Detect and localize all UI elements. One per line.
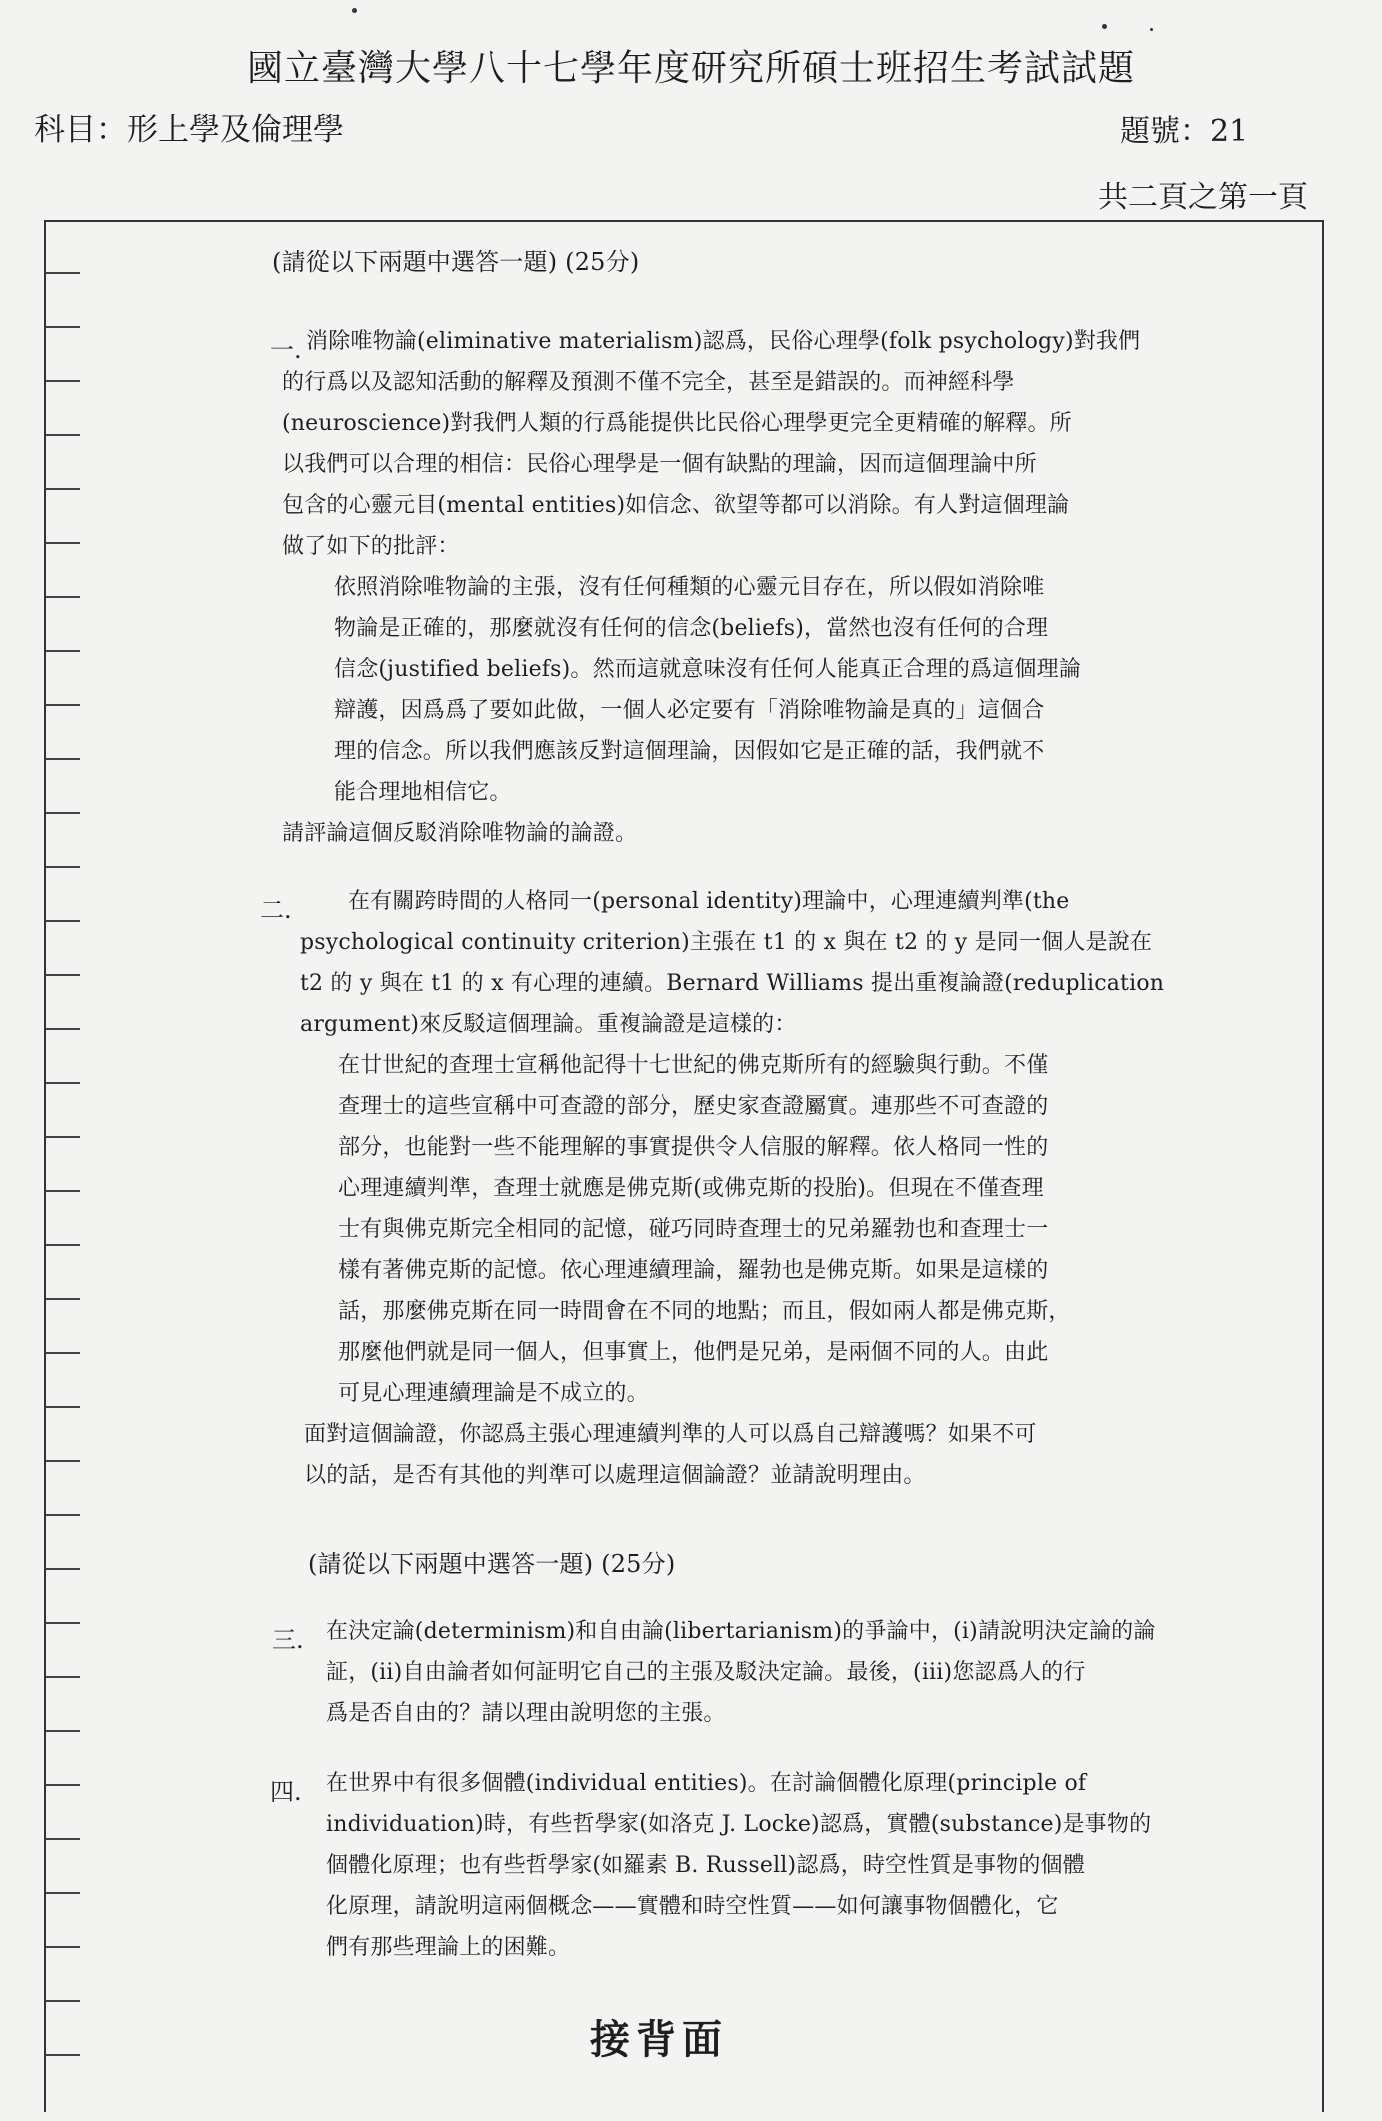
q3-number: 三. bbox=[272, 1626, 304, 1654]
q2-quote-line: 心理連續判準，查理士就應是佛克斯(或佛克斯的投胎)。但現在不僅查理 bbox=[338, 1176, 1044, 1201]
q2-prompt-line: 面對這個論證，你認爲主張心理連續判準的人可以爲自己辯護嗎？如果不可 bbox=[304, 1422, 1037, 1447]
margin-tick bbox=[46, 1136, 80, 1138]
continue-overleaf: 接背面 bbox=[590, 2016, 728, 2063]
margin-tick bbox=[46, 1460, 80, 1462]
margin-tick bbox=[46, 272, 80, 274]
q3-line: 在決定論(determinism)和自由論(libertarianism)的爭論中，(i)請說明決定論的論 bbox=[326, 1619, 1156, 1644]
q1-quote-line: 信念(justified beliefs)。然而這就意味沒有任何人能真正合理的爲這個理論 bbox=[334, 657, 1082, 682]
q2-quote-line: 樣有著佛克斯的記憶。依心理連續理論，羅勃也是佛克斯。如果是這樣的 bbox=[338, 1258, 1049, 1283]
q2-quote-line: 可見心理連續理論是不成立的。 bbox=[338, 1381, 649, 1406]
q4-line: individuation)時，有些哲學家(如洛克 J. Locke)認爲，實體(substance)是事物的 bbox=[326, 1812, 1152, 1837]
q4-number: 四. bbox=[270, 1778, 302, 1806]
margin-tick bbox=[46, 1352, 80, 1354]
page-indicator: 共二頁之第一頁 bbox=[1098, 180, 1308, 215]
margin-tick bbox=[46, 488, 80, 490]
q2-quote-line: 士有與佛克斯完全相同的記憶，碰巧同時查理士的兄弟羅勃也和查理士一 bbox=[338, 1217, 1049, 1242]
margin-tick bbox=[46, 974, 80, 976]
margin-tick bbox=[46, 1028, 80, 1030]
margin-tick bbox=[46, 2054, 80, 2056]
q1-line: 做了如下的批評： bbox=[282, 534, 460, 559]
margin-tick bbox=[46, 1082, 80, 1084]
q1-prompt: 請評論這個反駁消除唯物論的論證。 bbox=[282, 821, 638, 846]
q2-quote-line: 話，那麼佛克斯在同一時間會在不同的地點；而且，假如兩人都是佛克斯， bbox=[338, 1299, 1071, 1324]
margin-tick bbox=[46, 2000, 80, 2002]
q1-line: 消除唯物論(eliminative materialism)認爲，民俗心理學(folk psychology)對我們 bbox=[306, 329, 1141, 354]
q2-quote-line: 在廿世紀的查理士宣稱他記得十七世紀的佛克斯所有的經驗與行動。不僅 bbox=[338, 1053, 1049, 1078]
q2-line: psychological continuity criterion)主張在 t1 的 x 與在 t2 的 y 是同一個人是說在 bbox=[300, 930, 1153, 955]
q2-line: t2 的 y 與在 t1 的 x 有心理的連續。Bernard Williams 提出重複論證(reduplication bbox=[300, 971, 1165, 996]
q3-line: 証，(ii)自由論者如何証明它自己的主張及駁決定論。最後，(iii)您認爲人的行 bbox=[326, 1660, 1086, 1685]
margin-tick bbox=[46, 434, 80, 436]
q1-line: 以我們可以合理的相信：民俗心理學是一個有缺點的理論，因而這個理論中所 bbox=[282, 452, 1037, 477]
q2-prompt-line: 以的話，是否有其他的判準可以處理這個論證？並請說明理由。 bbox=[304, 1463, 926, 1488]
q1-quote-line: 辯護，因爲爲了要如此做，一個人必定要有「消除唯物論是真的」這個合 bbox=[334, 698, 1045, 723]
exam-title: 國立臺灣大學八十七學年度研究所碩士班招生考試試題 bbox=[246, 48, 1135, 89]
q2-quote-line: 部分，也能對一些不能理解的事實提供令人信服的解釋。依人格同一性的 bbox=[338, 1135, 1049, 1160]
q1-line: 的行爲以及認知活動的解釋及預測不僅不完全，甚至是錯誤的。而神經科學 bbox=[282, 370, 1015, 395]
margin-tick bbox=[46, 596, 80, 598]
margin-tick bbox=[46, 1730, 80, 1732]
section2-instruction: (請從以下兩題中選答一題) (25分) bbox=[308, 1550, 676, 1578]
margin-tick bbox=[46, 758, 80, 760]
q4-line: 們有那些理論上的困難。 bbox=[326, 1935, 571, 1960]
q4-line: 個體化原理；也有些哲學家(如羅素 B. Russell)認爲，時空性質是事物的個體 bbox=[326, 1853, 1085, 1878]
scan-speck bbox=[352, 8, 357, 13]
q1-line: 包含的心靈元目(mental entities)如信念、欲望等都可以消除。有人對這個理論 bbox=[282, 493, 1070, 518]
section1-instruction: (請從以下兩題中選答一題) (25分) bbox=[272, 248, 640, 276]
q1-quote-line: 物論是正確的，那麼就沒有任何的信念(beliefs)，當然也沒有任何的合理 bbox=[334, 616, 1049, 641]
margin-tick bbox=[46, 920, 80, 922]
q4-line: 化原理，請說明這兩個概念——實體和時空性質——如何讓事物個體化，它 bbox=[326, 1894, 1059, 1919]
margin-tick bbox=[46, 650, 80, 652]
q2-line: 在有關跨時間的人格同一(personal identity)理論中，心理連續判準(the bbox=[348, 889, 1070, 914]
margin-tick bbox=[46, 812, 80, 814]
scan-speck bbox=[1150, 28, 1153, 31]
margin-tick bbox=[46, 1298, 80, 1300]
margin-tick bbox=[46, 1514, 80, 1516]
subject-label: 科目：形上學及倫理學 bbox=[34, 112, 344, 148]
q1-quote-line: 理的信念。所以我們應該反對這個理論，因假如它是正確的話，我們就不 bbox=[334, 739, 1045, 764]
q2-quote-line: 那麼他們就是同一個人，但事實上，他們是兄弟，是兩個不同的人。由此 bbox=[338, 1340, 1049, 1365]
margin-tick bbox=[46, 1190, 80, 1192]
margin-tick bbox=[46, 326, 80, 328]
q2-quote-line: 查理士的這些宣稱中可查證的部分，歷史家查證屬實。連那些不可查證的 bbox=[338, 1094, 1049, 1119]
margin-tick bbox=[46, 380, 80, 382]
margin-tick bbox=[46, 866, 80, 868]
margin-tick bbox=[46, 1784, 80, 1786]
margin-tick bbox=[46, 704, 80, 706]
margin-tick bbox=[46, 542, 80, 544]
question-number: 題號：21 bbox=[1120, 114, 1249, 149]
q1-number: 一. bbox=[270, 336, 302, 364]
margin-tick bbox=[46, 1244, 80, 1246]
q2-number: 二. bbox=[260, 896, 292, 924]
q2-line: argument)來反駁這個理論。重複論證是這樣的： bbox=[300, 1012, 797, 1037]
margin-tick bbox=[46, 1676, 80, 1678]
q3-line: 爲是否自由的？請以理由說明您的主張。 bbox=[326, 1701, 726, 1726]
margin-tick bbox=[46, 1946, 80, 1948]
margin-tick bbox=[46, 1838, 80, 1840]
margin-tick bbox=[46, 1622, 80, 1624]
q1-line: (neuroscience)對我們人類的行爲能提供比民俗心理學更完全更精確的解釋。所 bbox=[282, 411, 1072, 436]
q1-quote-line: 能合理地相信它。 bbox=[334, 780, 512, 805]
margin-tick bbox=[46, 1406, 80, 1408]
scan-speck bbox=[1102, 24, 1107, 29]
margin-tick bbox=[46, 1568, 80, 1570]
q1-quote-line: 依照消除唯物論的主張，沒有任何種類的心靈元目存在，所以假如消除唯 bbox=[334, 575, 1045, 600]
q4-line: 在世界中有很多個體(individual entities)。在討論個體化原理(principle of bbox=[326, 1771, 1087, 1796]
margin-tick bbox=[46, 1892, 80, 1894]
